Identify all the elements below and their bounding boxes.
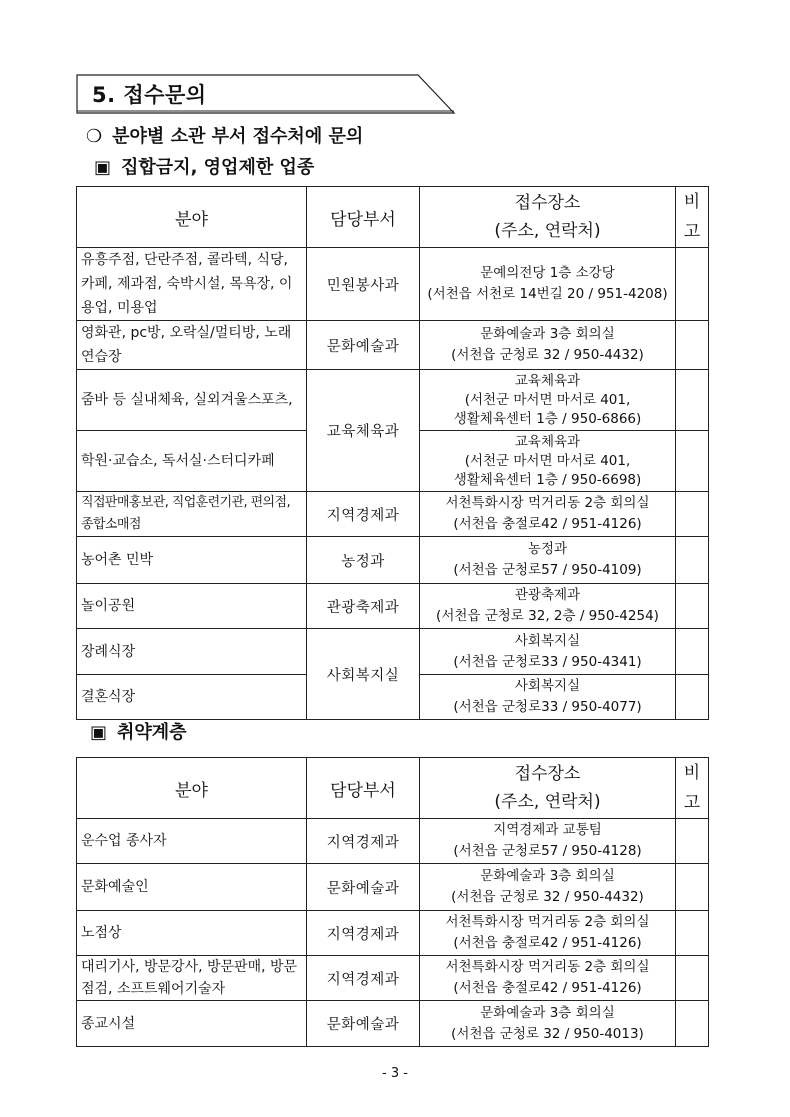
row-dept: 교육체육과 bbox=[307, 370, 420, 492]
row-field: 종교시설 bbox=[77, 1001, 307, 1047]
row-dept: 사회복지실 bbox=[307, 629, 420, 720]
main-heading bbox=[86, 122, 363, 148]
header-field: 분야 bbox=[77, 758, 307, 819]
row-dept: 지역경제과 bbox=[307, 911, 420, 956]
table-row bbox=[77, 537, 709, 584]
row-location: 교육체육과 (서천군 마서면 마서로 401, 생활체육센터 1층 / 950-6698) bbox=[420, 431, 676, 492]
row-location: 서천특화시장 먹거리동 2층 회의실 (서천읍 충절로42 / 951-4126) bbox=[420, 492, 676, 537]
table1-heading bbox=[94, 153, 314, 179]
row-location: 문화예술과 3층 회의실 (서천읍 군청로 32 / 950-4432) bbox=[420, 864, 676, 911]
row-location: 서천특화시장 먹거리동 2층 회의실 (서천읍 충절로42 / 951-4126) bbox=[420, 911, 676, 956]
table-row bbox=[77, 321, 709, 370]
row-dept: 관광축제과 bbox=[307, 584, 420, 629]
row-field: 놀이공원 bbox=[77, 584, 307, 629]
row-field: 노점상 bbox=[77, 911, 307, 956]
row-note bbox=[676, 584, 709, 629]
row-field: 농어촌 민박 bbox=[77, 537, 307, 584]
row-note bbox=[676, 911, 709, 956]
row-location: 문화예술과 3층 회의실 (서천읍 군청로 32 / 950-4432) bbox=[420, 321, 676, 370]
row-field: 운수업 종사자 bbox=[77, 819, 307, 864]
row-location: 사회복지실 (서천읍 군청로33 / 950-4341) bbox=[420, 629, 676, 675]
row-field: 학원·교습소, 독서실·스터디카페 bbox=[77, 431, 307, 492]
row-field: 결혼식장 bbox=[77, 675, 307, 720]
page-number: - 3 - bbox=[382, 1066, 408, 1081]
table2-heading bbox=[90, 718, 187, 744]
row-location: 농정과 (서천읍 군청로57 / 950-4109) bbox=[420, 537, 676, 584]
row-dept: 지역경제과 bbox=[307, 819, 420, 864]
header-field: 분야 bbox=[77, 187, 307, 248]
table-vulnerable-groups bbox=[76, 757, 709, 1047]
table1-heading-text: 집합금지, 영업제한 업종 bbox=[121, 157, 315, 178]
table-business-restrictions bbox=[76, 186, 709, 720]
table2-heading-text: 취약계층 bbox=[117, 722, 187, 743]
row-dept: 농정과 bbox=[307, 537, 420, 584]
row-field: 줌바 등 실내체육, 실외겨울스포츠, bbox=[77, 370, 307, 431]
row-dept: 문화예술과 bbox=[307, 1001, 420, 1047]
table-row bbox=[77, 370, 709, 431]
header-location: 접수장소 (주소, 연락처) bbox=[420, 187, 676, 248]
main-heading-text: 분야별 소관 부서 접수처에 문의 bbox=[112, 126, 364, 147]
row-location: 사회복지실 (서천읍 군청로33 / 950-4077) bbox=[420, 675, 676, 720]
row-location: 문화예술과 3층 회의실 (서천읍 군청로 32 / 950-4013) bbox=[420, 1001, 676, 1047]
row-field: 유흥주점, 단란주점, 콜라텍, 식당, 카페, 제과점, 숙박시설, 목욕장, 이용업, 미용업 bbox=[77, 248, 307, 321]
row-dept: 문화예술과 bbox=[307, 864, 420, 911]
table-row bbox=[77, 248, 709, 321]
row-location: 문예의전당 1층 소강당 (서천읍 서천로 14번길 20 / 951-4208) bbox=[420, 248, 676, 321]
row-note bbox=[676, 956, 709, 1001]
row-note bbox=[676, 321, 709, 370]
square-bullet-icon: ▣ bbox=[90, 722, 108, 743]
table-row bbox=[77, 492, 709, 537]
row-dept: 민원봉사과 bbox=[307, 248, 420, 321]
row-note bbox=[676, 248, 709, 321]
row-note bbox=[676, 819, 709, 864]
row-dept: 지역경제과 bbox=[307, 956, 420, 1001]
row-field: 문화예술인 bbox=[77, 864, 307, 911]
row-location: 지역경제과 교통팀 (서천읍 군청로57 / 950-4128) bbox=[420, 819, 676, 864]
header-dept: 담당부서 bbox=[307, 758, 420, 819]
row-field: 대리기사, 방문강사, 방문판매, 방문점검, 소프트웨어기술자 bbox=[77, 956, 307, 1001]
row-note bbox=[676, 492, 709, 537]
table-row bbox=[77, 956, 709, 1001]
table-row bbox=[77, 819, 709, 864]
table-row bbox=[77, 1001, 709, 1047]
header-note: 비 고 bbox=[676, 187, 709, 248]
table-row bbox=[77, 864, 709, 911]
section-title: 5. 접수문의 bbox=[92, 83, 207, 107]
table-row bbox=[77, 584, 709, 629]
row-dept: 지역경제과 bbox=[307, 492, 420, 537]
header-note: 비 고 bbox=[676, 758, 709, 819]
row-field: 영화관, pc방, 오락실/멀티방, 노래연습장 bbox=[77, 321, 307, 370]
row-field: 직접판매홍보관, 직업훈련기관, 편의점, 종합소매점 bbox=[77, 492, 307, 537]
circle-bullet-icon: ❍ bbox=[86, 126, 103, 147]
section-banner bbox=[76, 74, 456, 114]
table-row bbox=[77, 629, 709, 675]
row-note bbox=[676, 864, 709, 911]
header-location: 접수장소 (주소, 연락처) bbox=[420, 758, 676, 819]
table-header-row bbox=[77, 187, 709, 248]
row-dept: 문화예술과 bbox=[307, 321, 420, 370]
row-location: 교육체육과 (서천군 마서면 마서로 401, 생활체육센터 1층 / 950-6866) bbox=[420, 370, 676, 431]
square-bullet-icon: ▣ bbox=[94, 157, 112, 178]
row-note bbox=[676, 1001, 709, 1047]
row-location: 관광축제과 (서천읍 군청로 32, 2층 / 950-4254) bbox=[420, 584, 676, 629]
table-header-row bbox=[77, 758, 709, 819]
table-row bbox=[77, 911, 709, 956]
row-note bbox=[676, 629, 709, 675]
header-dept: 담당부서 bbox=[307, 187, 420, 248]
row-note bbox=[676, 431, 709, 492]
row-note bbox=[676, 537, 709, 584]
row-location: 서천특화시장 먹거리동 2층 회의실 (서천읍 충절로42 / 951-4126) bbox=[420, 956, 676, 1001]
row-note bbox=[676, 675, 709, 720]
row-note bbox=[676, 370, 709, 431]
row-field: 장례식장 bbox=[77, 629, 307, 675]
